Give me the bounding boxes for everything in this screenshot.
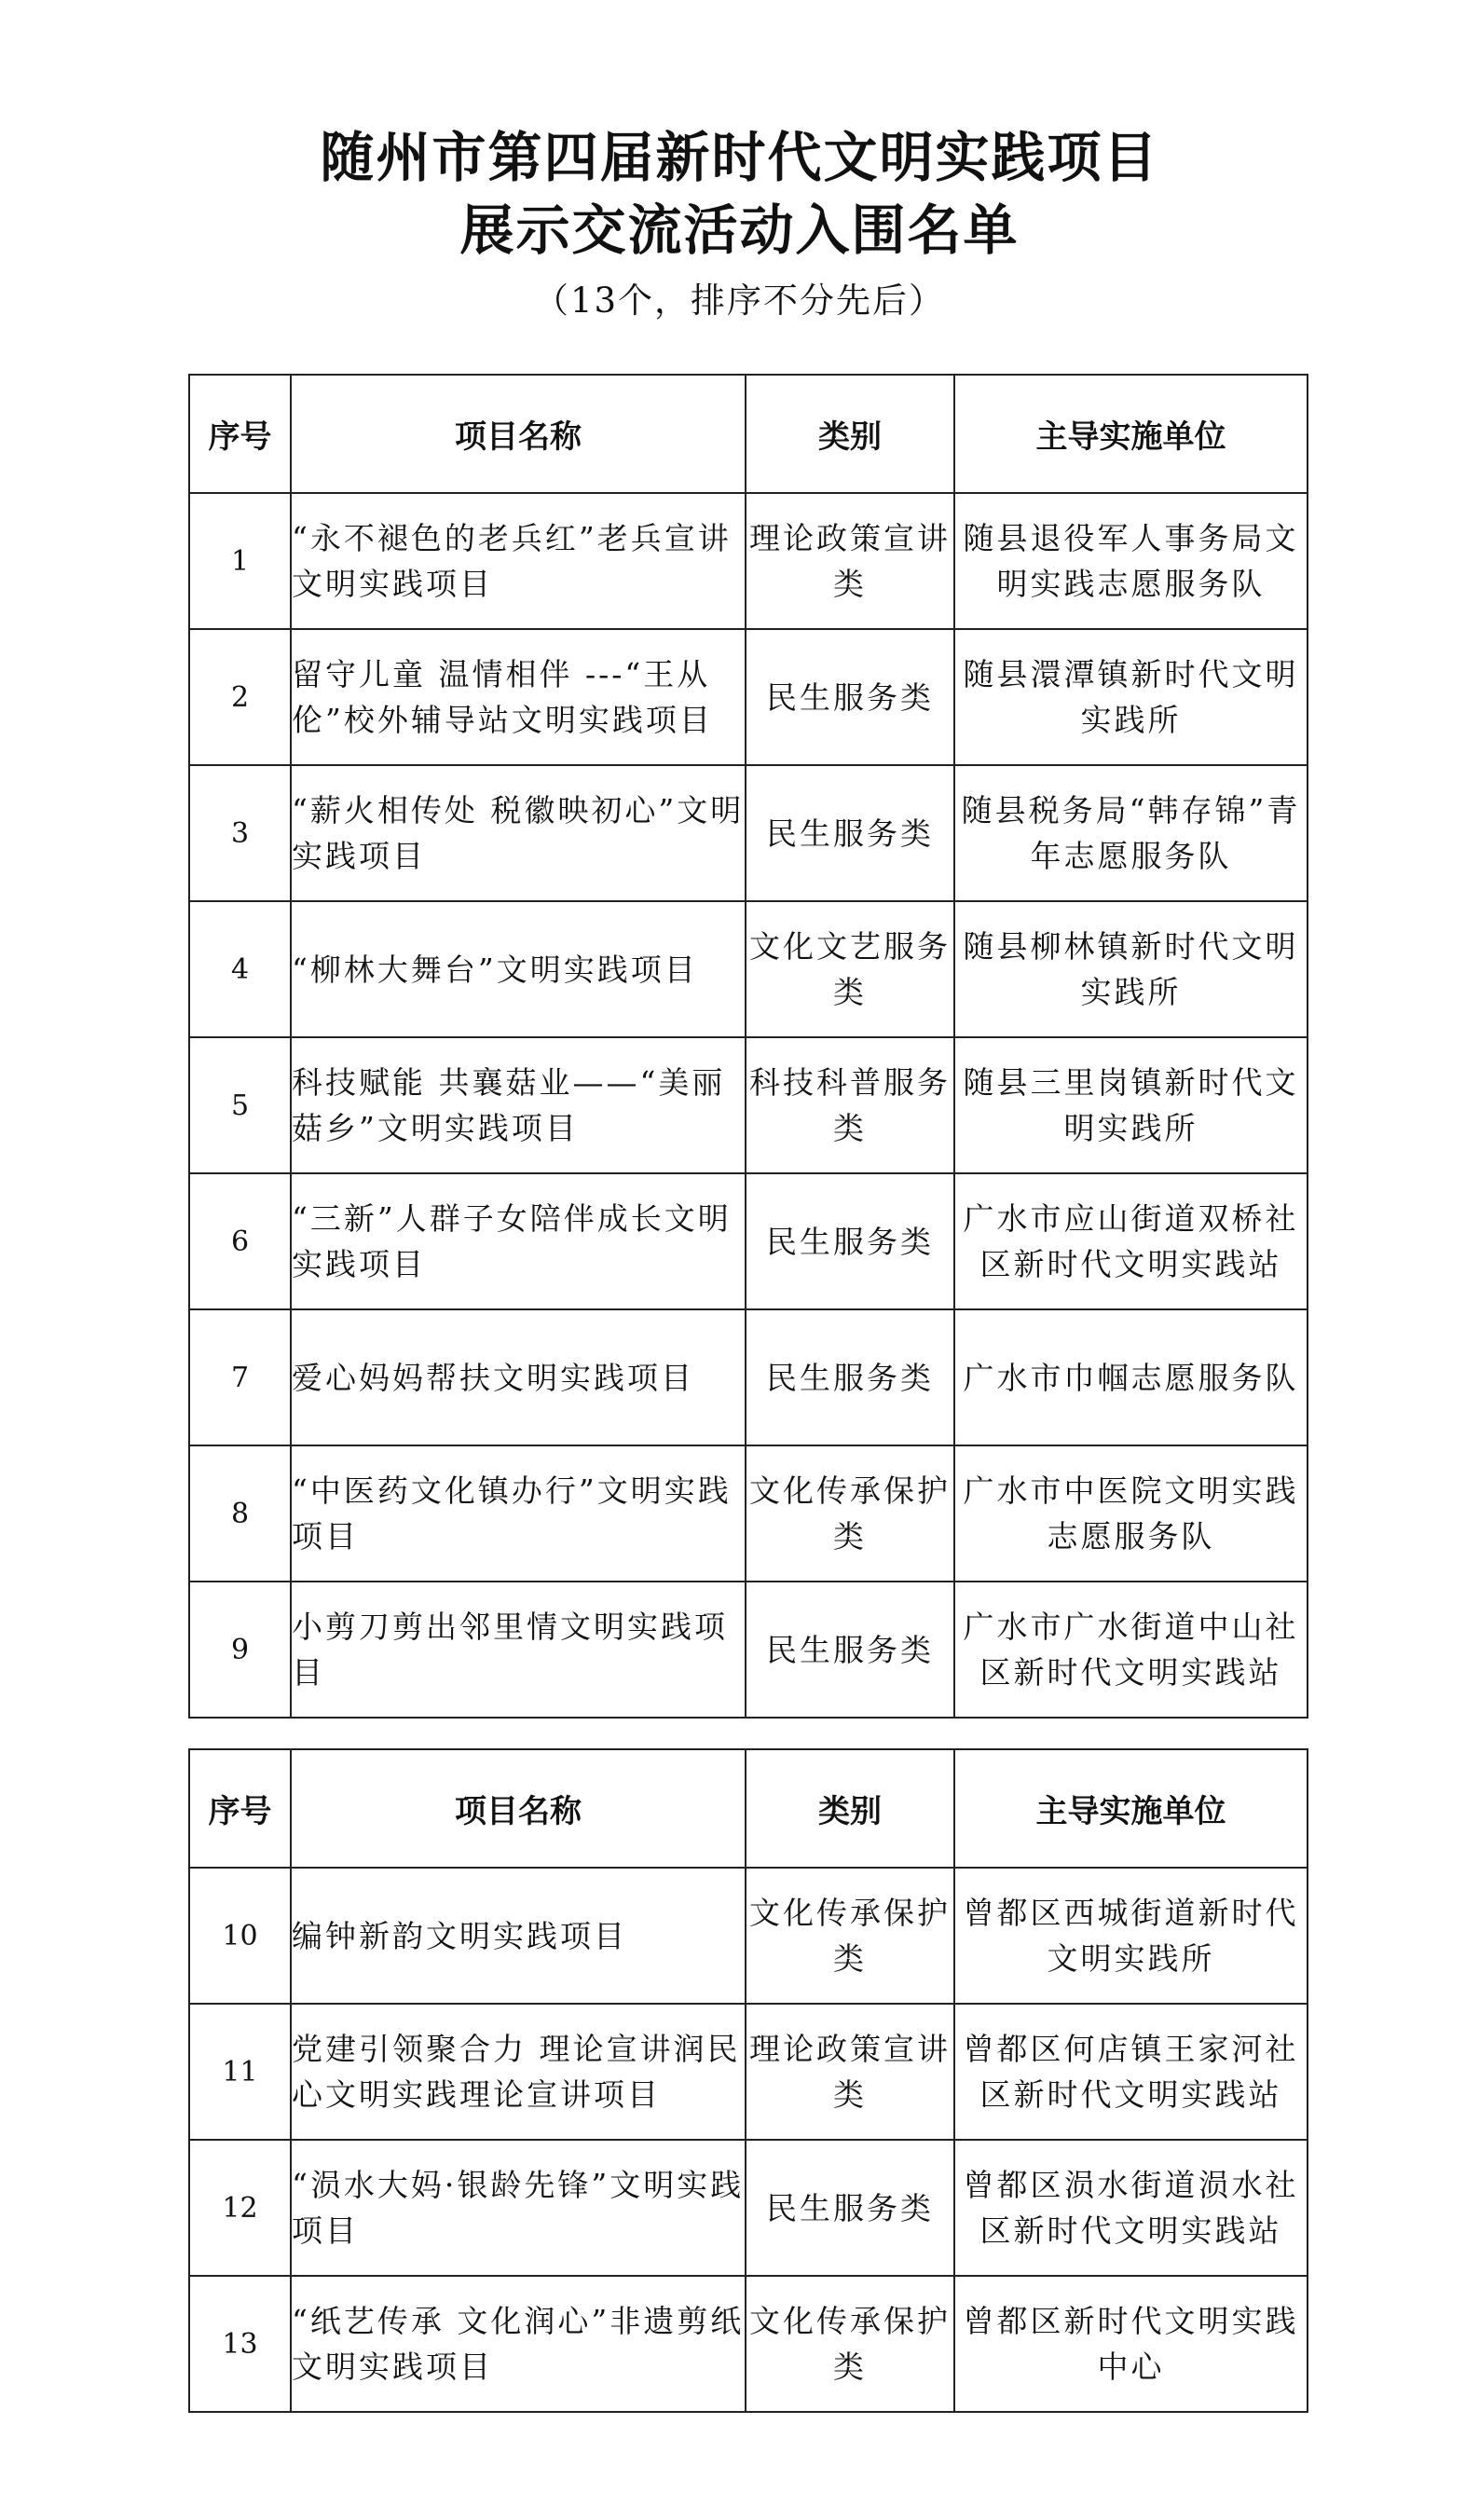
cell-category: 文化传承保护类 [746,1445,954,1582]
cell-unit: 随县澴潭镇新时代文明实践所 [954,629,1308,765]
cell-category: 民生服务类 [746,765,954,901]
cell-unit: 曾都区西城街道新时代文明实践所 [954,1868,1308,2004]
header-category: 类别 [746,1749,954,1868]
cell-index: 13 [189,2276,291,2412]
cell-index: 3 [189,765,291,901]
cell-category: 理论政策宣讲类 [746,2004,954,2140]
cell-project-name: “涢水大妈·银龄先锋”文明实践项目 [291,2140,746,2276]
cell-unit: 广水市巾帼志愿服务队 [954,1309,1308,1445]
cell-index: 10 [189,1868,291,2004]
table-row [189,1173,1308,1309]
project-table-part-1 [188,374,1308,1719]
header-unit: 主导实施单位 [954,375,1308,493]
cell-unit: 广水市应山街道双桥社区新时代文明实践站 [954,1173,1308,1309]
cell-index: 11 [189,2004,291,2140]
cell-unit: 随县税务局“韩存锦”青年志愿服务队 [954,765,1308,901]
cell-project-name: “纸艺传承 文化润心”非遗剪纸文明实践项目 [291,2276,746,2412]
table-row [189,1445,1308,1582]
table-row [189,1582,1308,1718]
cell-project-name: 党建引领聚合力 理论宣讲润民心文明实践理论宣讲项目 [291,2004,746,2140]
title-block [0,121,1479,324]
cell-project-name: “永不褪色的老兵红”老兵宣讲文明实践项目 [291,493,746,629]
cell-unit: 随县退役军人事务局文明实践志愿服务队 [954,493,1308,629]
table-row [189,629,1308,765]
page-title [0,121,1479,267]
header-index: 序号 [189,375,291,493]
cell-project-name: 留守儿童 温情相伴 ---“王从伦”校外辅导站文明实践项目 [291,629,746,765]
table-row [189,765,1308,901]
title-line-1: 随州市第四届新时代文明实践项目 [320,126,1159,189]
cell-unit: 随县三里岗镇新时代文明实践所 [954,1037,1308,1173]
cell-category: 文化文艺服务类 [746,901,954,1037]
header-category: 类别 [746,375,954,493]
cell-category: 民生服务类 [746,1582,954,1718]
cell-project-name: 编钟新韵文明实践项目 [291,1868,746,2004]
cell-category: 文化传承保护类 [746,2276,954,2412]
cell-index: 7 [189,1309,291,1445]
cell-category: 民生服务类 [746,1173,954,1309]
cell-index: 9 [189,1582,291,1718]
cell-index: 12 [189,2140,291,2276]
cell-category: 科技科普服务类 [746,1037,954,1173]
cell-project-name: “薪火相传处 税徽映初心”文明实践项目 [291,765,746,901]
table-row [189,2140,1308,2276]
cell-unit: 曾都区新时代文明实践中心 [954,2276,1308,2412]
cell-unit: 曾都区何店镇王家河社区新时代文明实践站 [954,2004,1308,2140]
table-row [189,493,1308,629]
cell-category: 理论政策宣讲类 [746,493,954,629]
cell-index: 4 [189,901,291,1037]
cell-unit: 广水市广水街道中山社区新时代文明实践站 [954,1582,1308,1718]
table-row [189,901,1308,1037]
title-line-2: 展示交流活动入围名单 [459,199,1020,262]
cell-category: 文化传承保护类 [746,1868,954,2004]
table-row [189,1037,1308,1173]
project-table-part-2 [188,1748,1308,2413]
table-row [189,2276,1308,2412]
header-name: 项目名称 [291,1749,746,1868]
header-unit: 主导实施单位 [954,1749,1308,1868]
cell-category: 民生服务类 [746,1309,954,1445]
cell-project-name: 科技赋能 共襄菇业——“美丽菇乡”文明实践项目 [291,1037,746,1173]
cell-unit: 随县柳林镇新时代文明实践所 [954,901,1308,1037]
cell-category: 民生服务类 [746,629,954,765]
table-row [189,1868,1308,2004]
cell-index: 6 [189,1173,291,1309]
cell-project-name: “中医药文化镇办行”文明实践项目 [291,1445,746,1582]
cell-project-name: “柳林大舞台”文明实践项目 [291,901,746,1037]
cell-index: 5 [189,1037,291,1173]
page-subtitle: （13个，排序不分先后） [533,281,946,321]
table-header-row [189,375,1308,493]
header-index: 序号 [189,1749,291,1868]
table-row [189,1309,1308,1445]
cell-project-name: 爱心妈妈帮扶文明实践项目 [291,1309,746,1445]
cell-index: 8 [189,1445,291,1582]
cell-category: 民生服务类 [746,2140,954,2276]
table-header-row [189,1749,1308,1868]
cell-unit: 广水市中医院文明实践志愿服务队 [954,1445,1308,1582]
cell-index: 1 [189,493,291,629]
cell-unit: 曾都区涢水街道涢水社区新时代文明实践站 [954,2140,1308,2276]
cell-index: 2 [189,629,291,765]
cell-project-name: “三新”人群子女陪伴成长文明实践项目 [291,1173,746,1309]
cell-project-name: 小剪刀剪出邻里情文明实践项目 [291,1582,746,1718]
table-row [189,2004,1308,2140]
header-name: 项目名称 [291,375,746,493]
